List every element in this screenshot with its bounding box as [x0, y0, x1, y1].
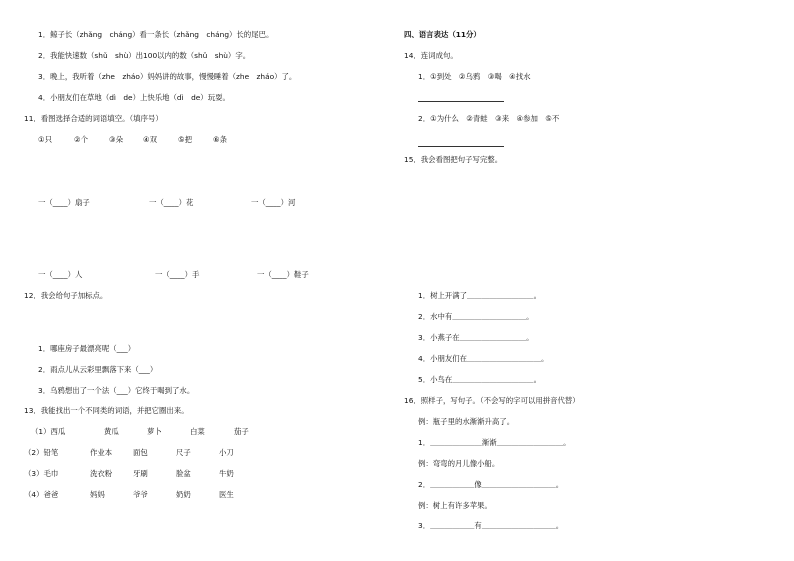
q13-word: 黄瓜: [104, 427, 119, 436]
q13-word: 小刀: [219, 448, 234, 457]
q11-title: 11．看图选择合适的词语填空。（填序号）: [24, 114, 163, 123]
answer-line: [418, 101, 504, 102]
q13-word: 爷爷: [133, 490, 148, 499]
q13-word: （2）铅笔: [24, 448, 59, 457]
q12-item: 2．雨点儿从云彩里飘落下来（___）: [38, 365, 158, 374]
q15-item: 1．树上开满了＿＿＿＿＿＿＿＿＿。: [418, 291, 541, 300]
q11-option: ⑤把: [178, 135, 193, 144]
q15-item: 2．水中有＿＿＿＿＿＿＿＿＿＿。: [418, 312, 534, 321]
q13-word: 白菜: [190, 427, 205, 436]
q16-example: 例：瓶子里的水渐渐升高了。: [418, 417, 515, 426]
q16-answer: 3．＿＿＿＿＿＿有＿＿＿＿＿＿＿＿＿＿。: [418, 521, 564, 530]
q15-title: 15．我会看图把句子写完整。: [404, 155, 503, 164]
q13-word: 脸盆: [176, 469, 191, 478]
q16-answer: 2．＿＿＿＿＿＿像＿＿＿＿＿＿＿＿＿＿。: [418, 480, 564, 489]
q14-item-2: 2．①为什么 ②青蛙 ③来 ④参加 ⑤不: [418, 114, 560, 123]
q13-word: 茄子: [234, 427, 249, 436]
q13-title: 13．我能找出一个不同类的词语，并把它圈出来。: [24, 406, 189, 415]
q13-word: 尺子: [176, 448, 191, 457]
q11-blank: 一（____）手: [155, 270, 200, 279]
q16-example: 例：树上有许多苹果。: [418, 501, 492, 510]
q13-word: （3）毛巾: [24, 469, 59, 478]
q11-option: ①只: [38, 135, 53, 144]
q13-word: （4）爸爸: [24, 490, 59, 499]
q11-blank: 一（____）扇子: [38, 198, 90, 207]
q15-item: 4．小朋友们在＿＿＿＿＿＿＿＿＿＿。: [418, 354, 549, 363]
q10-item-2: 2．我能快速数（shǔ shù）出100以内的数（shǔ shù）字。: [38, 51, 251, 60]
q16-answer: 1．＿＿＿＿＿＿＿渐渐＿＿＿＿＿＿＿＿＿。: [418, 438, 571, 447]
q12-item: 1．哪座房子最漂亮呢（___）: [38, 344, 136, 353]
q12-title: 12．我会给句子加标点。: [24, 291, 108, 300]
q15-item: 3．小燕子在＿＿＿＿＿＿＿＿＿。: [418, 333, 534, 342]
q14-title: 14．连词成句。: [404, 51, 458, 60]
q13-word: 洗衣粉: [90, 469, 113, 478]
q13-word: （1）西瓜: [31, 427, 66, 436]
q13-word: 医生: [219, 490, 234, 499]
q12-item: 3．乌鸦想出了一个法（___）它终于喝到了水。: [38, 386, 195, 395]
q11-blank: 一（____）鞋子: [257, 270, 309, 279]
q13-word: 妈妈: [90, 490, 105, 499]
q11-option: ④双: [143, 135, 158, 144]
q16-example: 例：弯弯的月儿像小船。: [418, 459, 500, 468]
q15-item: 5．小鸟在＿＿＿＿＿＿＿＿＿＿＿。: [418, 375, 541, 384]
q16-title: 16．照样子，写句子。（不会写的字可以用拼音代替）: [404, 396, 580, 405]
q13-word: 牛奶: [219, 469, 234, 478]
q11-blank: 一（____）人: [38, 270, 83, 279]
q11-blank: 一（____）花: [149, 198, 194, 207]
answer-line: [418, 146, 504, 147]
q13-word: 面包: [133, 448, 148, 457]
q13-word: 萝卜: [147, 427, 162, 436]
q11-blank: 一（____）河: [251, 198, 296, 207]
q11-option: ②个: [74, 135, 89, 144]
q10-item-1: 1．鲸子长（zhǎng cháng）看一条长（zhǎng cháng）长的尾巴。: [38, 30, 274, 39]
q11-option: ③朵: [109, 135, 124, 144]
q10-item-4: 4．小朋友们在草地（dì de）上快乐地（dì de）玩耍。: [38, 93, 230, 102]
q13-word: 牙刷: [133, 469, 148, 478]
section-title: 四、语言表达（11分）: [404, 30, 481, 39]
q14-item-1: 1．①到处 ②乌鸦 ③喝 ④找水: [418, 72, 531, 81]
q11-option: ⑥条: [213, 135, 228, 144]
q13-word: 作业本: [90, 448, 113, 457]
q13-word: 奶奶: [176, 490, 191, 499]
q10-item-3: 3．晚上，我听着（zhe zháo）妈妈讲的故事，慢慢睡着（zhe zháo）了。: [38, 72, 297, 81]
